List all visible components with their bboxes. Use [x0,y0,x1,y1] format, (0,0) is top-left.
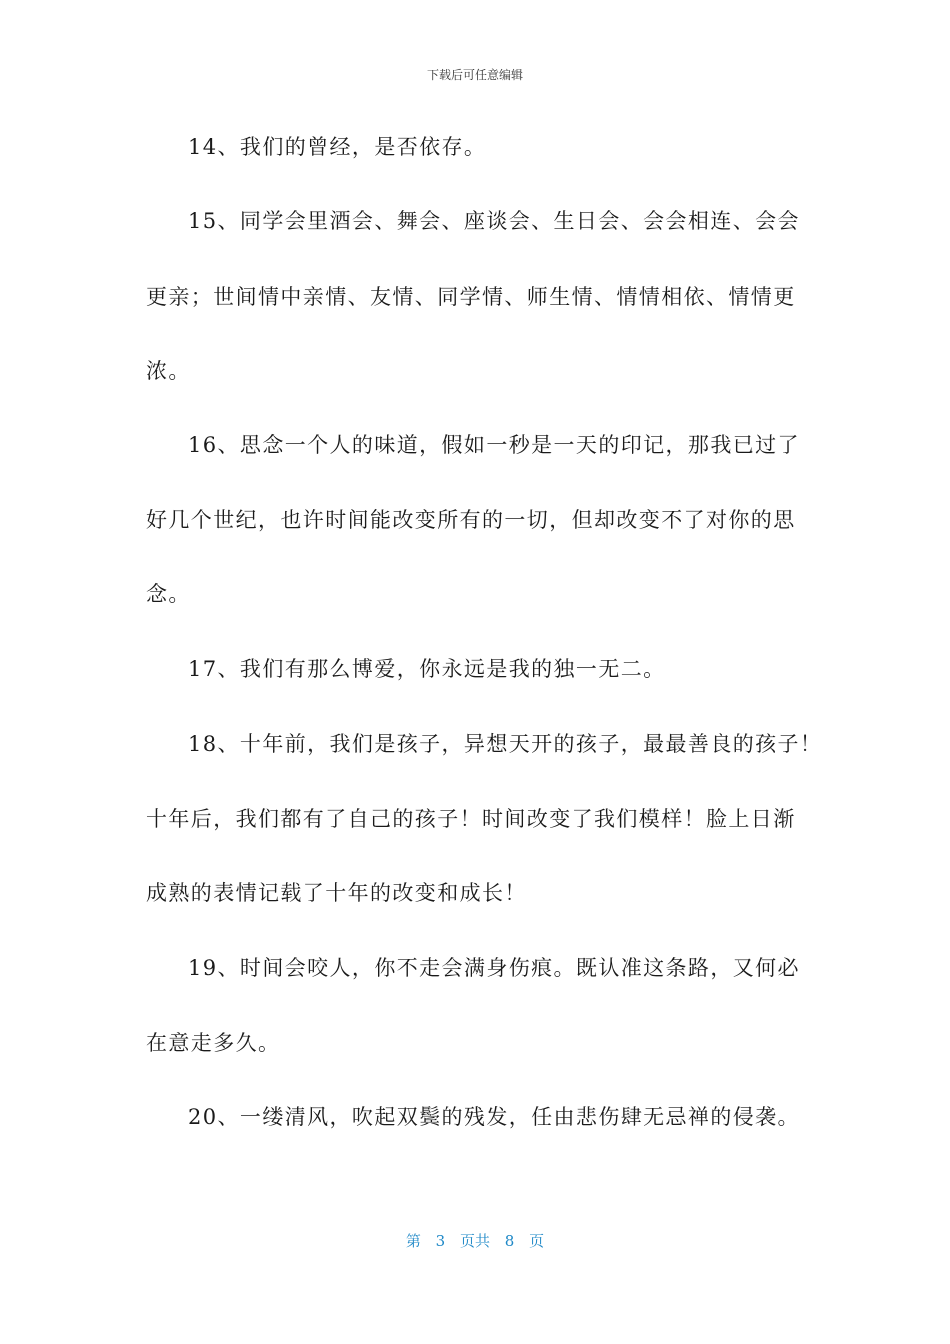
paragraph-line: 19、时间会咬人，你不走会满身伤痕。既认准这条路，又何必 [188,956,800,980]
paragraph-line: 16、思念一个人的味道，假如一秒是一天的印记，那我已过了 [188,433,800,457]
paragraph-line: 15、同学会里酒会、舞会、座谈会、生日会、会会相连、会会 [188,209,800,233]
paragraph-line: 浓。 [146,359,191,383]
paragraph-line: 14、我们的曾经，是否依存。 [188,135,487,159]
paragraph-line: 成熟的表情记载了十年的改变和成长！ [146,881,527,905]
page-header: 下载后可任意编辑 [426,68,523,82]
paragraph-line: 在意走多久。 [146,1031,281,1055]
paragraph-line: 更亲；世间情中亲情、友情、同学情、师生情、情情相依、情情更 [146,285,796,309]
page-footer: 第 3 页共 8 页 [405,1232,545,1250]
paragraph-line: 十年后，我们都有了自己的孩子！时间改变了我们模样！脸上日渐 [146,807,796,831]
paragraph-line: 18、十年前，我们是孩子，异想天开的孩子，最最善良的孩子！ [188,732,823,756]
paragraph-line: 念。 [146,582,191,606]
paragraph-line: 20、一缕清风，吹起双鬓的残发，任由悲伤肆无忌禅的侵袭。 [188,1105,800,1129]
paragraph-line: 17、我们有那么博爱，你永远是我的独一无二。 [188,657,666,681]
paragraph-line: 好几个世纪，也许时间能改变所有的一切，但却改变不了对你的思 [146,508,796,532]
